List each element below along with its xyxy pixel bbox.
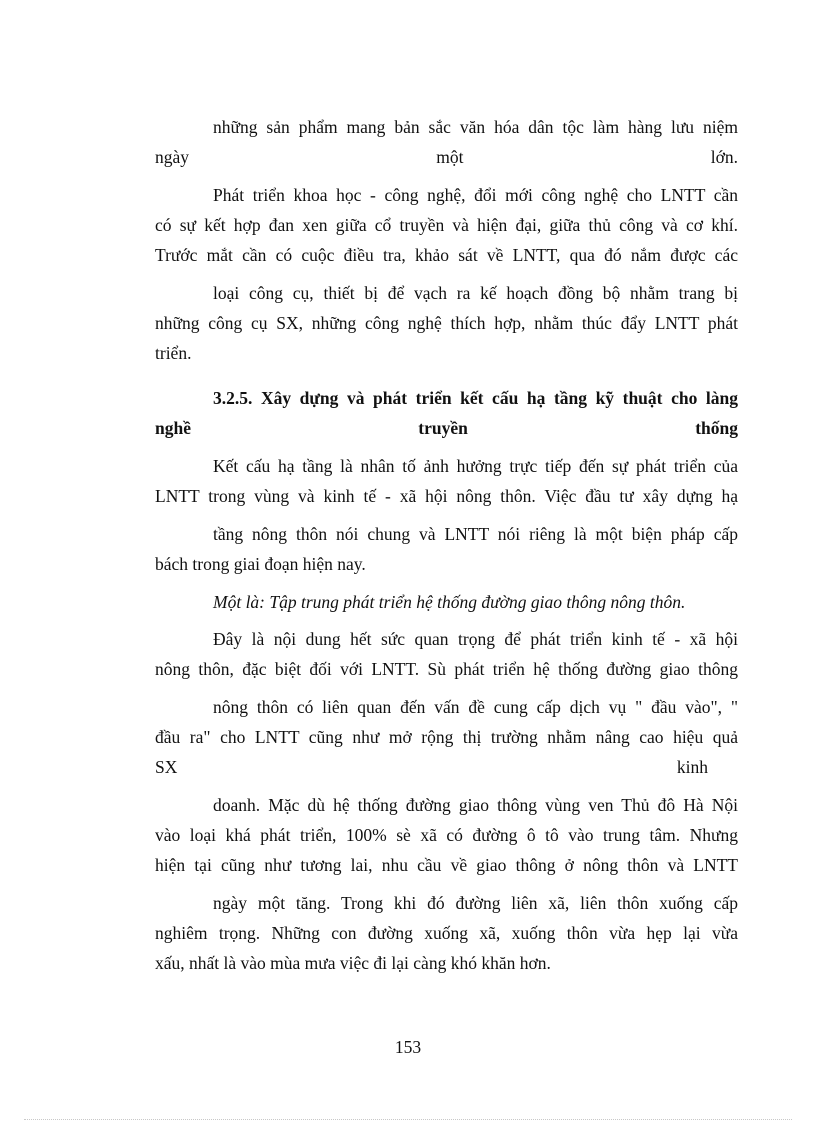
text-line: tầng nông thôn nói chung và LNTT nói riêng là một biện pháp cấp <box>213 524 738 544</box>
text-line: những công cụ SX, những công nghệ thích hợp, nhằm thúc đẩy LNTT phát <box>155 313 738 333</box>
text-line: ngày một tăng. Trong khi đó đường liên xã, liên thôn xuống cấp <box>213 893 738 913</box>
text-line: triển. <box>155 343 192 363</box>
text-line: những sản phẩm mang bản sắc văn hóa dân tộc làm hàng lưu niệm <box>213 117 738 137</box>
text-line: vào loại khá phát triển, 100% sè xã có đường ô tô vào trung tâm. Nhưng <box>155 825 738 845</box>
footer-divider <box>24 1119 792 1120</box>
word: SX <box>155 757 178 777</box>
word: lớn. <box>710 147 738 167</box>
italic-subheading: Một là: Tập trung phát triển hệ thống đường giao thông nông thôn. <box>213 592 686 612</box>
text-line-spread <box>155 756 708 778</box>
text-line: nghiêm trọng. Những con đường xuống xã, xuống thôn vừa hẹp lại vừa <box>155 923 738 943</box>
text-line-spread <box>155 146 738 168</box>
text-line: hiện tại cũng như tương lai, nhu cầu về giao thông ở nông thôn và LNTT <box>155 855 738 875</box>
text-line: đầu ra" cho LNTT cũng như mở rộng thị trường nhằm nâng cao hiệu quả <box>155 727 738 747</box>
text-line: Trước mắt cần có cuộc điều tra, khảo sát về LNTT, qua đó nắm được các <box>155 245 738 265</box>
page-number: 153 <box>394 1037 422 1057</box>
word: thống <box>695 418 738 438</box>
word: ngày <box>155 147 190 167</box>
text-line: doanh. Mặc dù hệ thống đường giao thông vùng ven Thủ đô Hà Nội <box>213 795 738 815</box>
text-line: xấu, nhất là vào mùa mưa việc đi lại càng khó khăn hơn. <box>155 953 551 973</box>
text-line: LNTT trong vùng và kinh tế - xã hội nông thôn. Việc đầu tư xây dựng hạ <box>155 486 738 506</box>
text-line: nông thôn có liên quan đến vấn đề cung cấp dịch vụ " đầu vào", " <box>213 697 738 717</box>
text-line: Phát triển khoa học - công nghệ, đổi mới công nghệ cho LNTT cần <box>213 185 738 205</box>
text-line: bách trong giai đoạn hiện nay. <box>155 554 366 574</box>
word: truyền <box>418 418 468 438</box>
text-line: có sự kết hợp đan xen giữa cổ truyền và hiện đại, giữa thủ công và cơ khí. <box>155 215 738 235</box>
text-line: Kết cấu hạ tầng là nhân tố ảnh hưởng trực tiếp đến sự phát triển của <box>213 456 738 476</box>
text-line: Đây là nội dung hết sức quan trọng để phát triển kinh tế - xã hội <box>213 629 738 649</box>
word: nghề <box>155 418 191 438</box>
word: một <box>436 147 464 167</box>
section-heading: 3.2.5. Xây dựng và phát triển kết cấu hạ tầng kỹ thuật cho làng <box>213 388 738 408</box>
text-line: loại công cụ, thiết bị để vạch ra kế hoạch đồng bộ nhằm trang bị <box>213 283 738 303</box>
text-line: nông thôn, đặc biệt đối với LNTT. Sù phát triển hệ thống đường giao thông <box>155 659 738 679</box>
section-heading-spread <box>155 417 738 439</box>
word: kinh <box>676 757 708 777</box>
